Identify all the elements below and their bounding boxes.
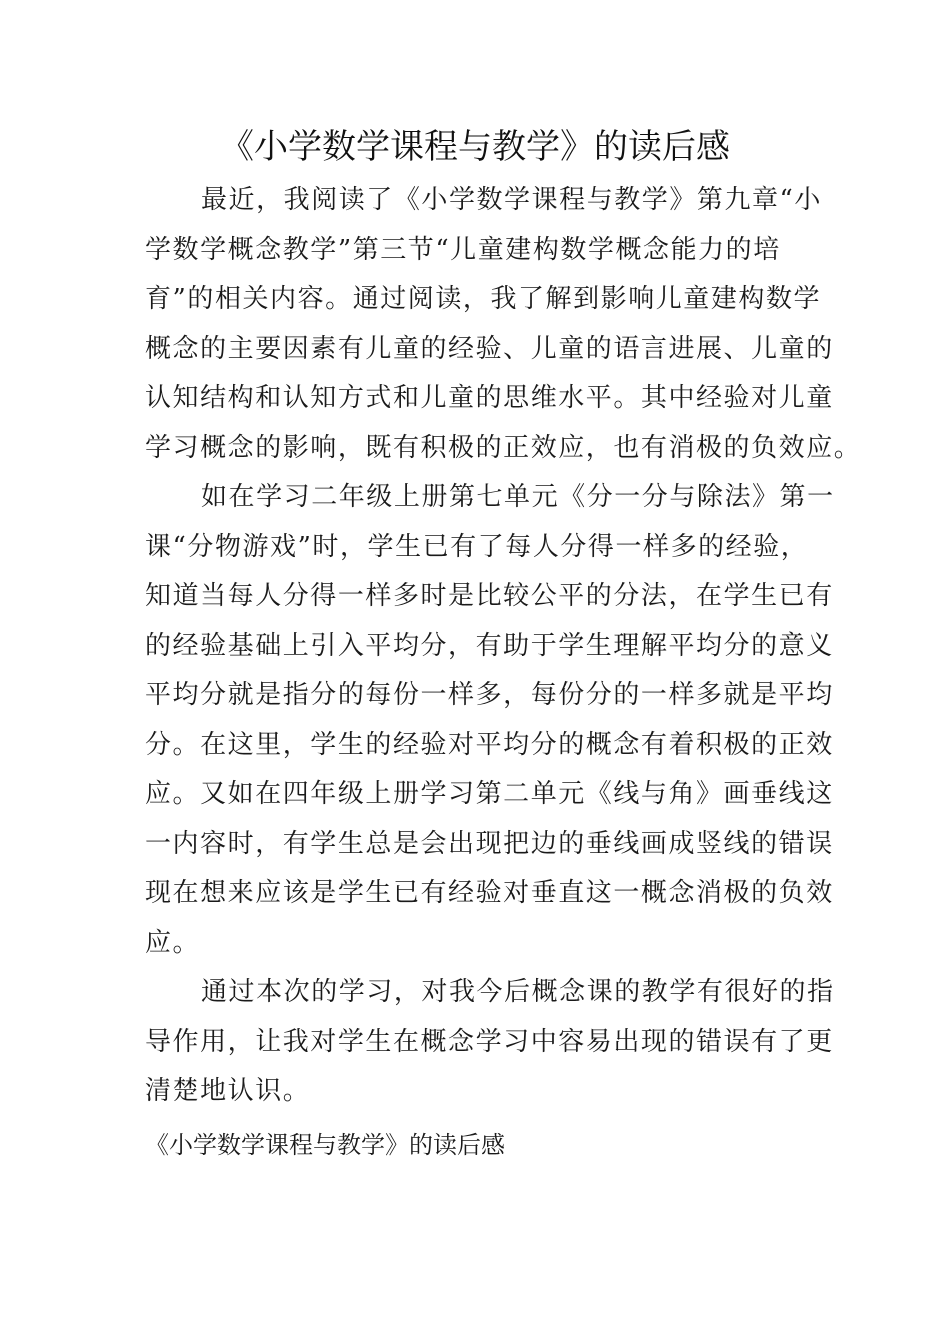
paragraph-line: 学习概念的影响，既有积极的正效应，也有消极的负效应。 [145,432,862,463]
paragraph-line: 育”的相关内容。通过阅读，我了解到影响儿童建构数学 [145,284,822,314]
paragraph-line: 现在想来应该是学生已有经验对垂直这一概念消极的负效 [145,878,834,908]
paragraph-line: 知道当每人分得一样多时是比较公平的分法，在学生已有 [145,581,834,611]
paragraph-line: 的经验基础上引入平均分，有助于学生理解平均分的意义 [145,630,834,661]
paragraph-line: 课“分物游戏”时，学生已有了每人分得一样多的经验， [145,531,809,562]
paragraph-line: 概念的主要因素有儿童的经验、儿童的语言进展、儿童的 [145,333,834,364]
paragraph-line: 导作用，让我对学生在概念学习中容易出现的错误有了更 [145,1026,834,1057]
paragraph-line: 清楚地认识。 [145,1076,311,1106]
paragraph-line: 平均分就是指分的每份一样多，每份分的一样多就是平均 [145,680,834,710]
paragraph-line: 通过本次的学习，对我今后概念课的教学有很好的指 [201,977,835,1007]
footer-title: 《小学数学课程与教学》的读后感 [145,1131,505,1159]
paragraph-2 [145,473,835,968]
paragraph-line: 最近，我阅读了《小学数学课程与教学》第九章“小 [201,185,822,215]
document-title: 《小学数学课程与教学》的读后感 [220,127,730,167]
paragraph-line: 应。又如在四年级上册学习第二单元《线与角》画垂线这 [145,779,834,809]
paragraph-line: 分。在这里，学生的经验对平均分的概念有着积极的正效 [145,729,834,760]
paragraph-line: 认知结构和认知方式和儿童的思维水平。其中经验对儿童 [145,383,834,413]
document-body [145,176,862,1117]
paragraph-3 [145,968,835,1117]
paragraph-line: 学数学概念教学”第三节“儿童建构数学概念能力的培 [145,234,781,265]
paragraph-1 [145,176,862,473]
paragraph-line: 如在学习二年级上册第七单元《分一分与除法》第一 [201,482,835,512]
paragraph-line: 应。 [145,927,201,958]
paragraph-line: 一内容时，有学生总是会出现把边的垂线画成竖线的错误 [145,828,834,859]
